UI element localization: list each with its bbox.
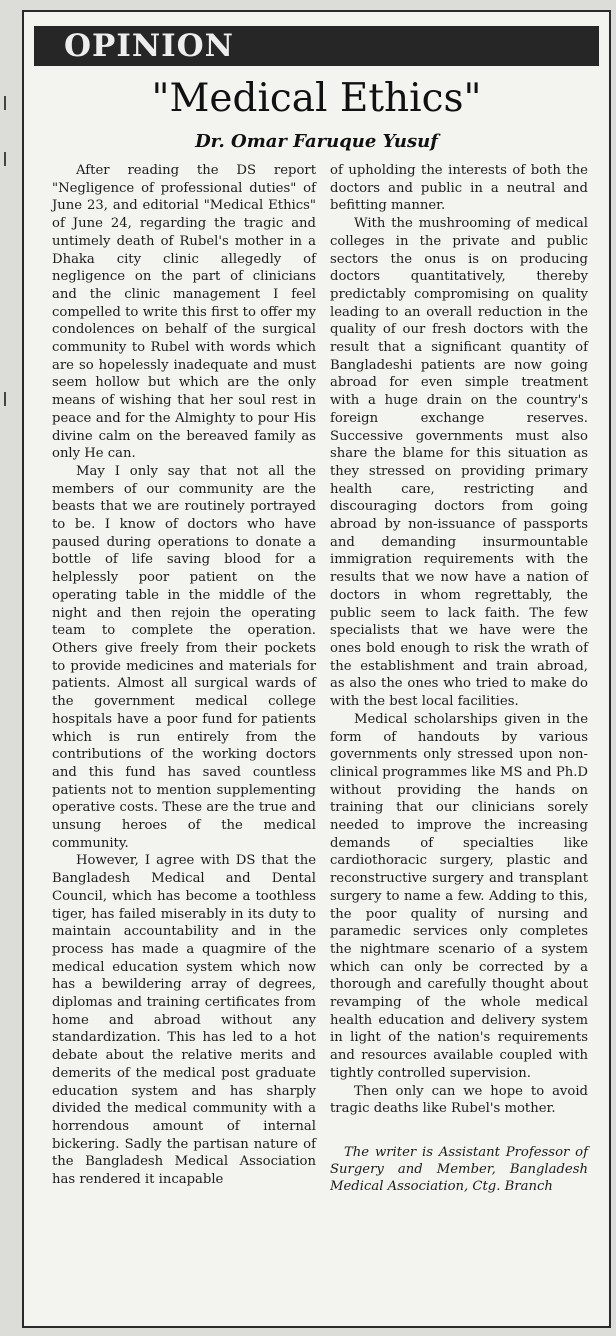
paragraph: of upholding the interests of both the doctors and public in a neutral and befitting manner.: [330, 163, 588, 214]
article-headline: "Medical Ethics": [151, 76, 482, 121]
article-column-left: [52, 162, 316, 1189]
paragraph: May I only say that not all the members of our community are the beasts that we are routinely portrayed to be. I know of doctors who have paused during operations to donate a bottle of life saving blood for a helplessly poor patient on the operating table in the middle of the night and then rejoin the operating team to complete the operation. Others give freely from their pockets to provide medicines and materials for patients. Almost all surgical wards of the government medical college hospitals have a poor fund for patients which is run entirely from the contributions of the working doctors and this fund has saved countless patients not to mention supplementing operative costs. These are the true and unsung heroes of the medical community.: [52, 463, 316, 851]
newspaper-clipping: [22, 10, 611, 1328]
author-note: The writer is Assistant Professor of Surgery and Member, Bangladesh Medical Association, Ctg. Branch: [330, 1144, 588, 1194]
paragraph: With the mushrooming of medical colleges in the private and public sectors the onus is on producing doctors quantitatively, thereby predictably compromising on quality leading to an overall reduction in the quality of our fresh doctors with the result that a significant quantity of Bangladeshi patients are now going abroad for even simple treatment with a huge drain on the country's foreign exchange reserves. Successive governments must also share the blame for this situation as they stressed on providing primary health care, restricting and discouraging doctors from going abroad by non-issuance of passports and demanding insurmountable immigration requirements with the results that we now have a nation of doctors in whom regrettably, the public seem to lack faith. The few specialists that we have were the ones bold enough to risk the wrath of the establishment and train abroad, as also the ones who tried to make do with the best local facilities.: [330, 216, 588, 710]
paragraph: Then only can we hope to avoid tragic deaths like Rubel's mother.: [330, 1083, 588, 1117]
paragraph: Medical scholarships given in the form of handouts by various governments only stressed upon non-clinical programmes like MS and Ph.D without providing the hands on training that our clinicians sorely needed to improve the increasing demands of specialties like cardiothoracic surgery, plastic and reconstructive surgery and transplant surgery to name a few. Adding to this, the poor quality of nursing and paramedic services only completes the nightmare scenario of a system which can only be corrected by a thorough and carefully thought about revamping of the whole medical health education and delivery system in light of the nation's requirements and resources available coupled with tightly controlled supervision.: [330, 711, 588, 1081]
margin-mark: [4, 96, 6, 110]
section-banner: [34, 26, 599, 66]
margin-mark: [4, 392, 6, 406]
paragraph: After reading the DS report "Negligence of professional duties" of June 23, and editorial "Medical Ethics" of June 24, regarding the tragic and untimely death of Rubel's mother in a Dhaka city clinic allegedly of negligence on the part of clinicians and the clinic management I feel compelled to write this first to offer my condolences on behalf of the surgical community to Rubel with words which are so hopelessly inadequate and must seem hollow but which are the only means of wishing that her soul rest in peace and for the Almighty to pour His divine calm on the bereaved family as only He can.: [52, 163, 316, 462]
margin-mark: [4, 152, 6, 166]
paragraph: However, I agree with DS that the Bangladesh Medical and Dental Council, which has become a toothless tiger, has failed miserably in its duty to maintain accountability and in the process has made a quagmire of the medical education system which now has a bewildering array of degrees, diplomas and training certificates from home and abroad without any standardization. This has led to a hot debate about the relative merits and demerits of the medical post graduate education system and has sharply divided the medical community with a horrendous amount of internal bickering. Sadly the partisan nature of the Bangladesh Medical Association has rendered it incapable: [52, 853, 316, 1188]
section-label: OPINION: [64, 28, 234, 64]
article-byline: Dr. Omar Faruque Yusuf: [195, 131, 438, 152]
article-column-right: [330, 162, 588, 1195]
